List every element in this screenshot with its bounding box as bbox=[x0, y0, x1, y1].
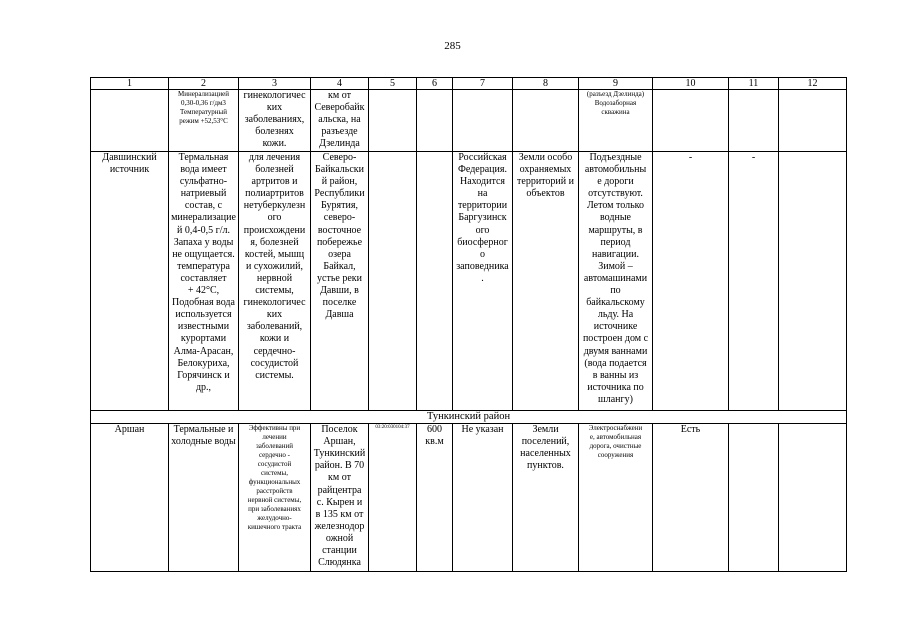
table-cell: Давшинский источник bbox=[91, 152, 169, 411]
table-cell: Не указан bbox=[453, 424, 513, 572]
table-cell bbox=[417, 152, 453, 411]
table-cell: Термальная вода имеет сульфатно- натриевый состав, с минерализацие й 0,4-0,5 г/л. Запаха у воды не ощущается. температура составляет + 42°С, Подобная вода используется известными курортами Алма-Арасан, Белокуриха, Горячинск и др., bbox=[169, 152, 239, 411]
table-cell: для лечения болезней артритов и полиартритов нетуберкулезн ого происхождени я, болезней костей, мышц и сухожилий, нервной системы, гинекологичес ких заболеваний, кожи и сердечно- сосудистой системы. bbox=[239, 152, 311, 411]
table-cell: Подъездные автомобильны е дороги отсутствуют. Летом только водные маршруты, в период навигации. Зимой – автомашинами по байкальскому льду. На источнике построен дом с двумя ваннами (вода подается в ванны из источника по шлангу) bbox=[579, 152, 653, 411]
column-number: 3 bbox=[239, 78, 311, 90]
table-cell: 600 кв.м bbox=[417, 424, 453, 572]
column-number: 5 bbox=[369, 78, 417, 90]
table-cell: Есть bbox=[653, 424, 729, 572]
table-cell bbox=[729, 90, 779, 152]
table-cell: Минерализацией 0,30-0,36 г/дм3 Температурный режим +52,53°С bbox=[169, 90, 239, 152]
table-cell: Термальные и холодные воды bbox=[169, 424, 239, 572]
section-header-row bbox=[91, 411, 847, 424]
table-cell bbox=[779, 90, 847, 152]
continuation-row bbox=[91, 90, 847, 152]
table-cell bbox=[779, 152, 847, 411]
table-cell: 03:20:030104:37 bbox=[369, 424, 417, 572]
column-number-row bbox=[91, 78, 847, 90]
table-cell: Земли особо охраняемых территорий и объектов bbox=[513, 152, 579, 411]
table-cell: - bbox=[729, 152, 779, 411]
section-header: Тункинский район bbox=[91, 411, 847, 424]
table-cell bbox=[91, 90, 169, 152]
column-number: 4 bbox=[311, 78, 369, 90]
table-cell: Электроснабжени e, автомобильная дорога, очистные сооружения bbox=[579, 424, 653, 572]
column-number: 7 bbox=[453, 78, 513, 90]
table-cell bbox=[417, 90, 453, 152]
table-cell bbox=[729, 424, 779, 572]
table-cell: Аршан bbox=[91, 424, 169, 572]
table-cell bbox=[653, 90, 729, 152]
column-number: 12 bbox=[779, 78, 847, 90]
registry-table bbox=[90, 77, 847, 572]
table-cell: - bbox=[653, 152, 729, 411]
table-cell bbox=[779, 424, 847, 572]
table-cell: Российская Федерация. Находится на территории Баргузинск ого биосферног о заповедника . bbox=[453, 152, 513, 411]
table-cell: км от Северобайк альска, на разъезде Дзелинда bbox=[311, 90, 369, 152]
table-row-arshan bbox=[91, 424, 847, 572]
table-cell: Северо- Байкальски й район, Республики Бурятия, северо- восточное побережье озера Байкал, устье реки Давши, в поселке Давша bbox=[311, 152, 369, 411]
table-cell: Поселок Аршан, Тункинский район. В 70 км от райцентра с. Кырен и в 135 км от железнодор ожной станции Слюдянка bbox=[311, 424, 369, 572]
column-number: 1 bbox=[91, 78, 169, 90]
table-row-davsha bbox=[91, 152, 847, 411]
table-cell: (разъезд Дзелинда) Водозаборная скважина bbox=[579, 90, 653, 152]
page-number: 285 bbox=[444, 40, 461, 52]
table-cell: Земли поселений, населенных пунктов. bbox=[513, 424, 579, 572]
column-number: 9 bbox=[579, 78, 653, 90]
column-number: 11 bbox=[729, 78, 779, 90]
column-number: 2 bbox=[169, 78, 239, 90]
table-cell: гинекологичес ких заболеваниях, болезнях кожи. bbox=[239, 90, 311, 152]
column-number: 6 bbox=[417, 78, 453, 90]
table-cell bbox=[453, 90, 513, 152]
table-cell bbox=[369, 152, 417, 411]
column-number: 10 bbox=[653, 78, 729, 90]
table-cell: Эффективны при лечении заболеваний сердечно - сосудистой системы, функциональных расстройств нервной системы, при заболеваниях желудочно- кишечного тракта bbox=[239, 424, 311, 572]
column-number: 8 bbox=[513, 78, 579, 90]
table-cell bbox=[369, 90, 417, 152]
table-cell bbox=[513, 90, 579, 152]
